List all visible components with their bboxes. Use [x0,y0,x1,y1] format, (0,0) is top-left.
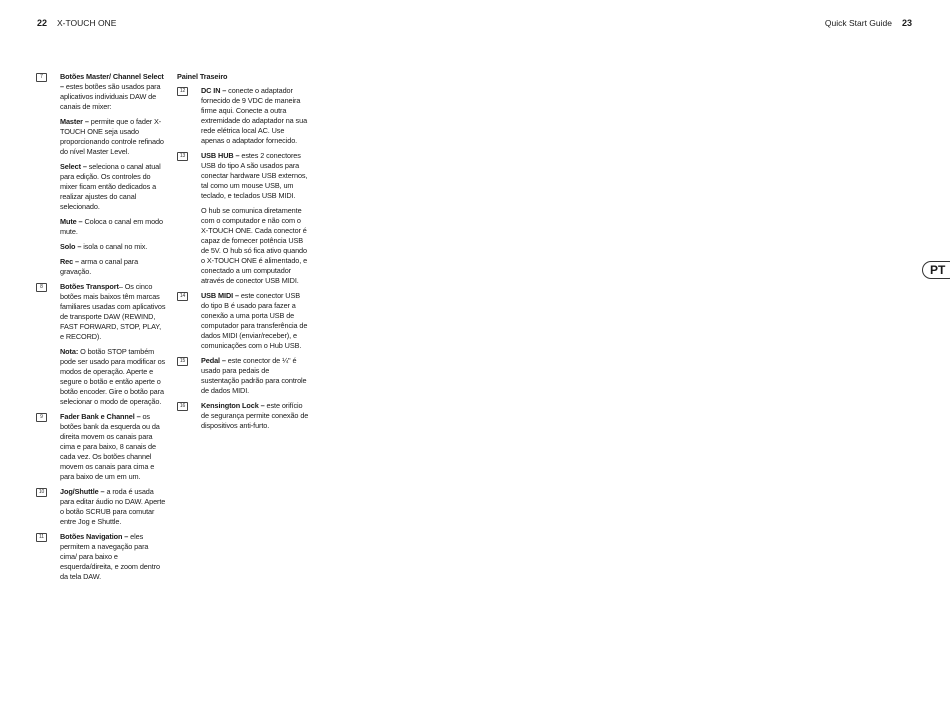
item-term: Rec – [60,257,79,266]
item-paragraph [201,401,309,431]
list-item [36,282,166,407]
item-term: Botões Transport [60,282,119,291]
item-paragraph [60,117,166,157]
list-item [177,356,309,396]
item-text: O hub se comunica diretamente com o computador e não com o X-TOUCH ONE. Cada conector é capaz de fornecer potência USB de 5V. O hub só fica ativo quando o X-TOUCH ONE é alimentado, e conectado a um computador através de conector USB MIDI. [201,206,308,285]
item-text: permite que o fader X-TOUCH ONE seja usado proporcionando controle refinado do nível Master Level. [60,117,164,156]
item-term: USB MIDI – [201,291,239,300]
item-paragraph [60,282,166,342]
list-item [177,291,309,351]
item-term: Nota: [60,347,79,356]
item-term: Master – [60,117,89,126]
left-text-column [36,72,166,587]
item-number-badge: 9 [36,413,47,422]
item-text: conecte o adaptador fornecido de 9 VDC de maneira firme aqui. Conecte a outra extremidade do adaptador na sua rede elétrica local AC. Use apenas o adaptador fornecido. [201,86,308,145]
list-item [177,401,309,431]
item-text: – Os cinco botões mais baixos têm marcas familiares usadas com aplicativos de transporte DAW (REWIND, FAST FORWARD, STOP, PLAY, e RECORD). [60,282,166,341]
item-term: Botões Navigation – [60,532,129,541]
item-text: Coloca o canal em modo mute. [60,217,163,236]
item-paragraph [60,412,166,482]
item-text: os botões bank da esquerda ou da direita movem os canais para cima e para baixo, 8 canais de cada vez. Os botões channel movem os canais para cima e para baixo de um em um. [60,412,160,481]
item-text: arma o canal para gravação. [60,257,139,276]
item-paragraph [60,347,166,407]
right-page-header [825,17,912,29]
item-term: Jog/Shuttle – [60,487,105,496]
list-item [36,412,166,482]
item-text: eles permitem a navegação para cima/ para baixo e esquerda/direita, e zoom dentro da tela DAW. [60,532,160,581]
item-number-badge: 8 [36,283,47,292]
item-text: seleciona o canal atual para edição. Os controles do mixer ficam então dedicados a realizar ajustes do canal selecionado. [60,162,161,211]
item-paragraph [60,242,166,252]
item-term: DC IN – [201,86,227,95]
list-item [36,532,166,582]
item-paragraph [201,356,309,396]
item-paragraph [201,206,309,286]
section-title: Painel Traseiro [177,72,228,81]
language-tab: PT [922,261,950,279]
item-number-badge: 10 [36,488,47,497]
list-item [177,151,309,286]
item-number-badge: 12 [177,87,188,96]
right-page-number: 23 [901,18,912,28]
item-number-badge: 14 [177,292,188,301]
item-text: estes 2 conectores USB do tipo A são usados para conectar hardware USB externos, tal como um mouse USB, um teclado, e teclados USB MIDI. [201,151,308,200]
item-term: Pedal – [201,356,226,365]
left-page-number: 22 [37,18,48,28]
item-number-badge: 13 [177,152,188,161]
item-term: Mute – [60,217,83,226]
item-text: estes botões são usados para aplicativos individuais DAW de canais de mixer: [60,82,161,111]
item-term: Kensington Lock – [201,401,265,410]
item-paragraph [60,217,166,237]
list-item [36,72,166,277]
item-paragraph [60,257,166,277]
item-number-badge: 7 [36,73,47,82]
item-paragraph [201,291,309,351]
item-text: este conector de ¼" é usado para pedais de sustentação padrão para controle de dados MIDI. [201,356,307,395]
item-term: USB HUB – [201,151,240,160]
item-term: Botões Master/ Channel Select – [60,72,164,91]
item-number-badge: 11 [36,533,47,542]
item-number-badge: 15 [177,357,188,366]
item-text: este orifício de segurança permite conexão de dispositivos anti-furto. [201,401,309,430]
item-paragraph [60,72,166,112]
item-text: O botão STOP também pode ser usado para modificar os modos de operação. Aperte e segure o botão e então aperte o botão encoder. Gire o botão para selecionar o modo de operação. [60,347,166,406]
item-term: Solo – [60,242,82,251]
item-text: a roda é usada para editar áudio no DAW. Aperte o botão SCRUB para comutar entre Jog e Shuttle. [60,487,166,526]
list-item [36,487,166,527]
item-text: este conector USB do tipo B é usado para fazer a conexão a uma porta USB de computador para transferência de dados MIDI (enviar/receber), e comunicações com o Hub USB. [201,291,308,350]
left-page-header [37,17,116,29]
item-paragraph [60,162,166,212]
right-text-column [177,72,309,436]
item-paragraph [201,86,309,146]
item-paragraph [60,532,166,582]
item-text: isola o canal no mix. [81,242,148,251]
list-item [177,86,309,146]
item-paragraph [60,487,166,527]
item-term: Select – [60,162,87,171]
item-term: Fader Bank e Channel – [60,412,141,421]
item-paragraph [201,151,309,201]
item-number-badge: 16 [177,402,188,411]
left-header-title: X-TOUCH ONE [57,18,117,28]
right-header-title: Quick Start Guide [824,18,892,28]
